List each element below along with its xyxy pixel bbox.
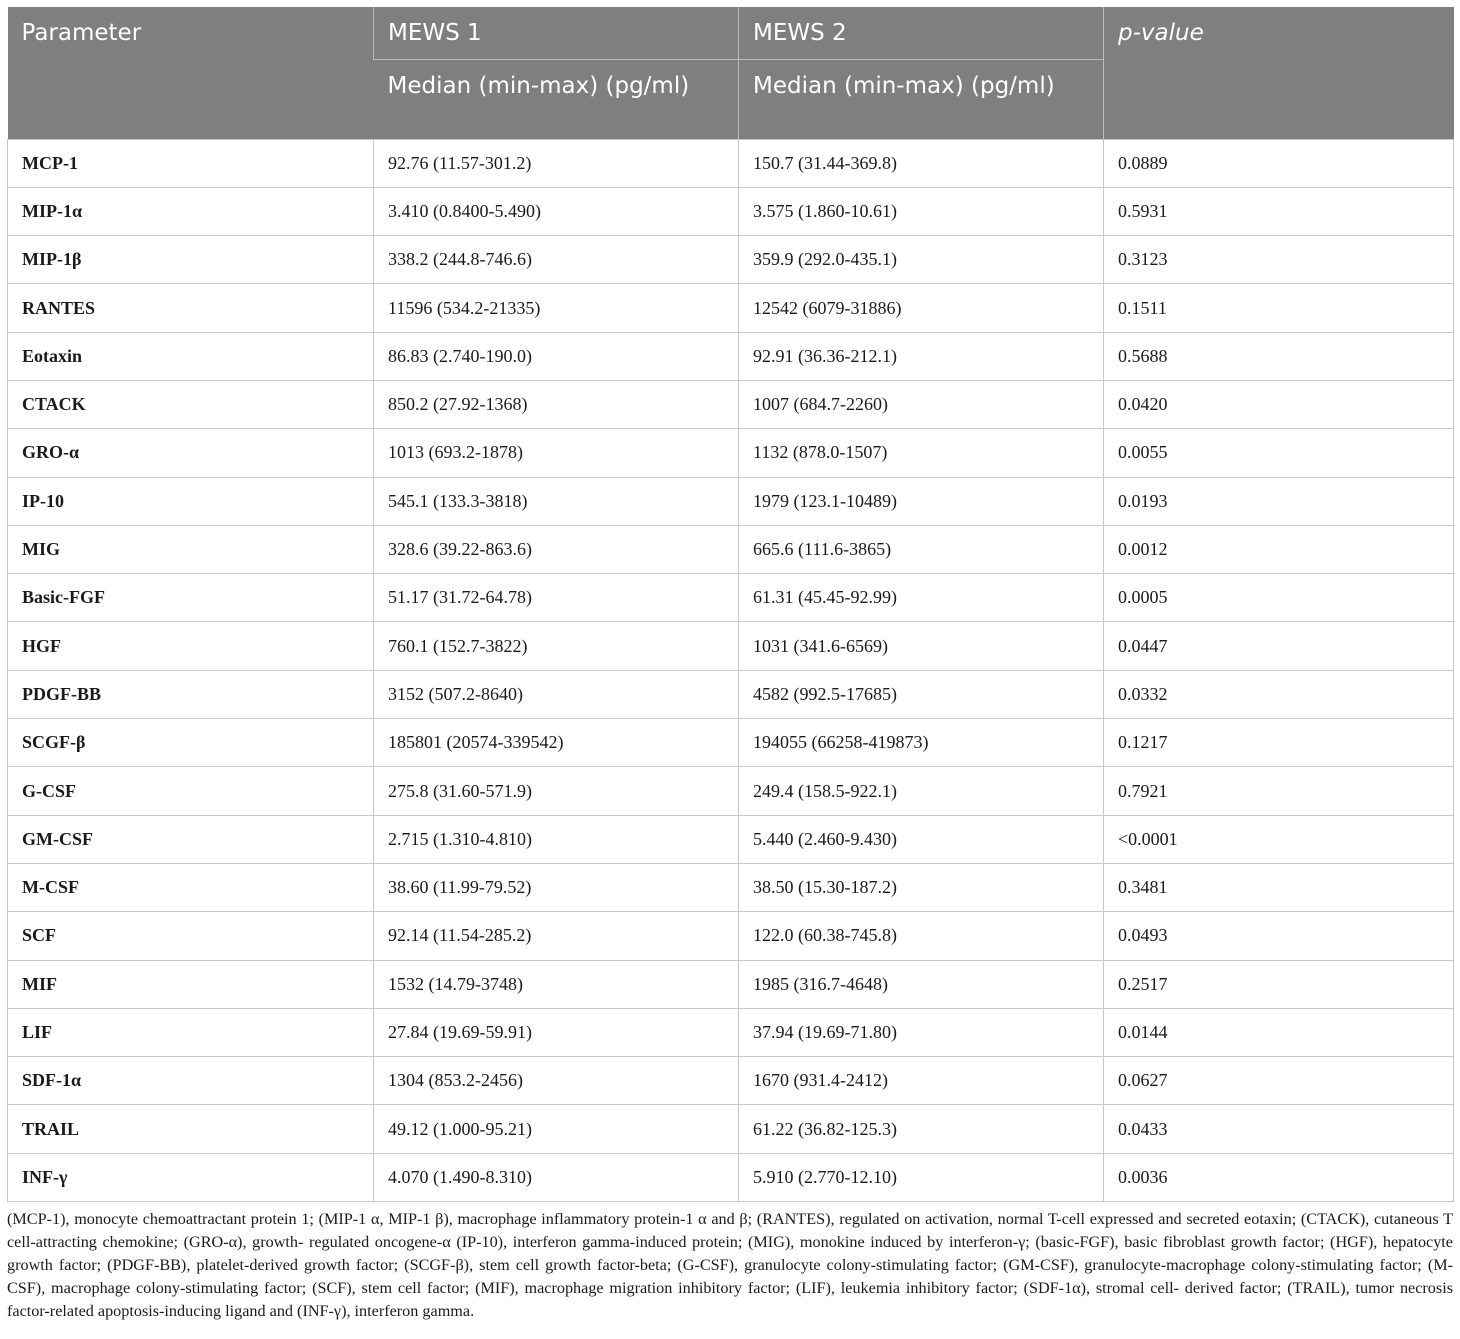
row-mews1-value: 338.2 (244.8-746.6) xyxy=(374,236,739,284)
row-parameter: Basic-FGF xyxy=(8,574,374,622)
row-parameter: SCGF-β xyxy=(8,719,374,767)
row-pvalue: 0.5931 xyxy=(1104,187,1454,235)
row-mews1-value: 4.070 (1.490-8.310) xyxy=(374,1153,739,1201)
row-pvalue: 0.0012 xyxy=(1104,525,1454,573)
table-row xyxy=(8,187,1454,235)
row-pvalue: 0.0193 xyxy=(1104,477,1454,525)
row-mews2-value: 1670 (931.4-2412) xyxy=(739,1057,1104,1105)
header-mews1-subtitle: Median (min-max) (pg/ml) xyxy=(374,59,739,139)
header-mews1: MEWS 1 xyxy=(374,7,739,59)
row-mews1-value: 328.6 (39.22-863.6) xyxy=(374,525,739,573)
row-pvalue: 0.0889 xyxy=(1104,139,1454,187)
row-mews1-value: 545.1 (133.3-3818) xyxy=(374,477,739,525)
table-row xyxy=(8,912,1454,960)
row-pvalue: 0.0036 xyxy=(1104,1153,1454,1201)
row-mews1-value: 275.8 (31.60-571.9) xyxy=(374,767,739,815)
header-pvalue: p-value xyxy=(1104,7,1454,139)
row-mews1-value: 185801 (20574-339542) xyxy=(374,719,739,767)
row-mews2-value: 1979 (123.1-10489) xyxy=(739,477,1104,525)
cytokine-table xyxy=(7,7,1454,1202)
row-mews2-value: 38.50 (15.30-187.2) xyxy=(739,863,1104,911)
row-mews2-value: 194055 (66258-419873) xyxy=(739,719,1104,767)
row-mews1-value: 2.715 (1.310-4.810) xyxy=(374,815,739,863)
row-parameter: MIP-1α xyxy=(8,187,374,235)
row-mews2-value: 92.91 (36.36-212.1) xyxy=(739,332,1104,380)
row-parameter: SDF-1α xyxy=(8,1057,374,1105)
row-mews2-value: 665.6 (111.6-3865) xyxy=(739,525,1104,573)
row-pvalue: 0.1217 xyxy=(1104,719,1454,767)
row-mews2-value: 3.575 (1.860-10.61) xyxy=(739,187,1104,235)
row-parameter: TRAIL xyxy=(8,1105,374,1153)
row-mews1-value: 92.14 (11.54-285.2) xyxy=(374,912,739,960)
table-row xyxy=(8,139,1454,187)
table-body xyxy=(8,139,1454,1202)
table-row xyxy=(8,1057,1454,1105)
row-parameter: SCF xyxy=(8,912,374,960)
row-parameter: RANTES xyxy=(8,284,374,332)
row-parameter: GRO-α xyxy=(8,429,374,477)
row-pvalue: 0.0433 xyxy=(1104,1105,1454,1153)
row-mews2-value: 37.94 (19.69-71.80) xyxy=(739,1008,1104,1056)
table-row xyxy=(8,236,1454,284)
row-mews1-value: 1532 (14.79-3748) xyxy=(374,960,739,1008)
row-mews1-value: 38.60 (11.99-79.52) xyxy=(374,863,739,911)
table-row xyxy=(8,1008,1454,1056)
row-mews2-value: 1132 (878.0-1507) xyxy=(739,429,1104,477)
row-mews1-value: 1304 (853.2-2456) xyxy=(374,1057,739,1105)
table-row xyxy=(8,1105,1454,1153)
table-row xyxy=(8,960,1454,1008)
row-mews2-value: 1985 (316.7-4648) xyxy=(739,960,1104,1008)
row-mews1-value: 760.1 (152.7-3822) xyxy=(374,622,739,670)
row-mews1-value: 86.83 (2.740-190.0) xyxy=(374,332,739,380)
row-pvalue: 0.1511 xyxy=(1104,284,1454,332)
table-row xyxy=(8,284,1454,332)
row-mews1-value: 850.2 (27.92-1368) xyxy=(374,380,739,428)
cytokine-table-container xyxy=(7,7,1453,1202)
table-row xyxy=(8,1153,1454,1201)
row-pvalue: 0.0493 xyxy=(1104,912,1454,960)
row-parameter: LIF xyxy=(8,1008,374,1056)
row-mews2-value: 61.31 (45.45-92.99) xyxy=(739,574,1104,622)
row-parameter: IP-10 xyxy=(8,477,374,525)
row-mews1-value: 3.410 (0.8400-5.490) xyxy=(374,187,739,235)
table-row xyxy=(8,815,1454,863)
row-pvalue: 0.3481 xyxy=(1104,863,1454,911)
table-row xyxy=(8,670,1454,718)
header-parameter: Parameter xyxy=(8,7,374,139)
row-parameter: Eotaxin xyxy=(8,332,374,380)
row-pvalue: 0.2517 xyxy=(1104,960,1454,1008)
row-mews1-value: 51.17 (31.72-64.78) xyxy=(374,574,739,622)
table-row xyxy=(8,574,1454,622)
row-pvalue: 0.0055 xyxy=(1104,429,1454,477)
row-parameter: MIG xyxy=(8,525,374,573)
row-pvalue: 0.0332 xyxy=(1104,670,1454,718)
row-pvalue: 0.0627 xyxy=(1104,1057,1454,1105)
row-mews2-value: 5.910 (2.770-12.10) xyxy=(739,1153,1104,1201)
row-pvalue: 0.0447 xyxy=(1104,622,1454,670)
row-mews2-value: 1007 (684.7-2260) xyxy=(739,380,1104,428)
table-row xyxy=(8,477,1454,525)
row-mews2-value: 5.440 (2.460-9.430) xyxy=(739,815,1104,863)
row-parameter: CTACK xyxy=(8,380,374,428)
row-mews1-value: 1013 (693.2-1878) xyxy=(374,429,739,477)
row-mews2-value: 12542 (6079-31886) xyxy=(739,284,1104,332)
row-mews2-value: 61.22 (36.82-125.3) xyxy=(739,1105,1104,1153)
table-row xyxy=(8,863,1454,911)
header-mews2-subtitle: Median (min-max) (pg/ml) xyxy=(739,59,1104,139)
row-mews1-value: 3152 (507.2-8640) xyxy=(374,670,739,718)
row-mews1-value: 11596 (534.2-21335) xyxy=(374,284,739,332)
table-row xyxy=(8,767,1454,815)
table-row xyxy=(8,622,1454,670)
row-mews1-value: 27.84 (19.69-59.91) xyxy=(374,1008,739,1056)
table-footnote: (MCP-1), monocyte chemoattractant protein 1; (MIP-1 α, MIP-1 β), macrophage inflammatory protein-1 α and β; (RANTES), regulated on activation, normal T-cell expressed and secreted eotaxin; (CTACK), cutaneous T cell-attracting chemokine; (GRO-α), growth- regulated oncogene-α (IP-10), interferon gamma-induced protein; (MIG), monokine induced by interferon-γ; (basic-FGF), basic fibroblast growth factor; (HGF), hepatocyte growth factor; (PDGF-BB), platelet-derived growth factor; (SCGF-β), stem cell growth factor-beta; (G-CSF), granulocyte colony-stimulating factor; (GM-CSF), granulocyte-macrophage colony-stimulating factor; (M-CSF), macrophage colony-stimulating factor; (SCF), stem cell factor; (MIF), macrophage migration inhibitory factor; (LIF), leukemia inhibitory factor; (SDF-1α), stromal cell- derived factor; (TRAIL), tumor necrosis factor-related apoptosis-inducing ligand and (INF-γ), interferon gamma. xyxy=(7,1210,1453,1320)
row-mews2-value: 122.0 (60.38-745.8) xyxy=(739,912,1104,960)
row-mews2-value: 4582 (992.5-17685) xyxy=(739,670,1104,718)
table-row xyxy=(8,525,1454,573)
row-pvalue: 0.5688 xyxy=(1104,332,1454,380)
row-mews1-value: 92.76 (11.57-301.2) xyxy=(374,139,739,187)
row-parameter: INF-γ xyxy=(8,1153,374,1201)
row-mews2-value: 1031 (341.6-6569) xyxy=(739,622,1104,670)
row-pvalue: 0.7921 xyxy=(1104,767,1454,815)
row-pvalue: 0.0420 xyxy=(1104,380,1454,428)
table-row xyxy=(8,380,1454,428)
row-mews2-value: 150.7 (31.44-369.8) xyxy=(739,139,1104,187)
table-header xyxy=(8,7,1454,139)
table-row xyxy=(8,719,1454,767)
row-pvalue: 0.3123 xyxy=(1104,236,1454,284)
row-parameter: HGF xyxy=(8,622,374,670)
row-parameter: G-CSF xyxy=(8,767,374,815)
row-pvalue: <0.0001 xyxy=(1104,815,1454,863)
row-pvalue: 0.0144 xyxy=(1104,1008,1454,1056)
row-parameter: MIF xyxy=(8,960,374,1008)
header-mews2: MEWS 2 xyxy=(739,7,1104,59)
row-pvalue: 0.0005 xyxy=(1104,574,1454,622)
row-mews1-value: 49.12 (1.000-95.21) xyxy=(374,1105,739,1153)
table-row xyxy=(8,429,1454,477)
row-parameter: MIP-1β xyxy=(8,236,374,284)
row-parameter: PDGF-BB xyxy=(8,670,374,718)
row-parameter: GM-CSF xyxy=(8,815,374,863)
row-mews2-value: 249.4 (158.5-922.1) xyxy=(739,767,1104,815)
table-row xyxy=(8,332,1454,380)
row-mews2-value: 359.9 (292.0-435.1) xyxy=(739,236,1104,284)
row-parameter: M-CSF xyxy=(8,863,374,911)
row-parameter: MCP-1 xyxy=(8,139,374,187)
